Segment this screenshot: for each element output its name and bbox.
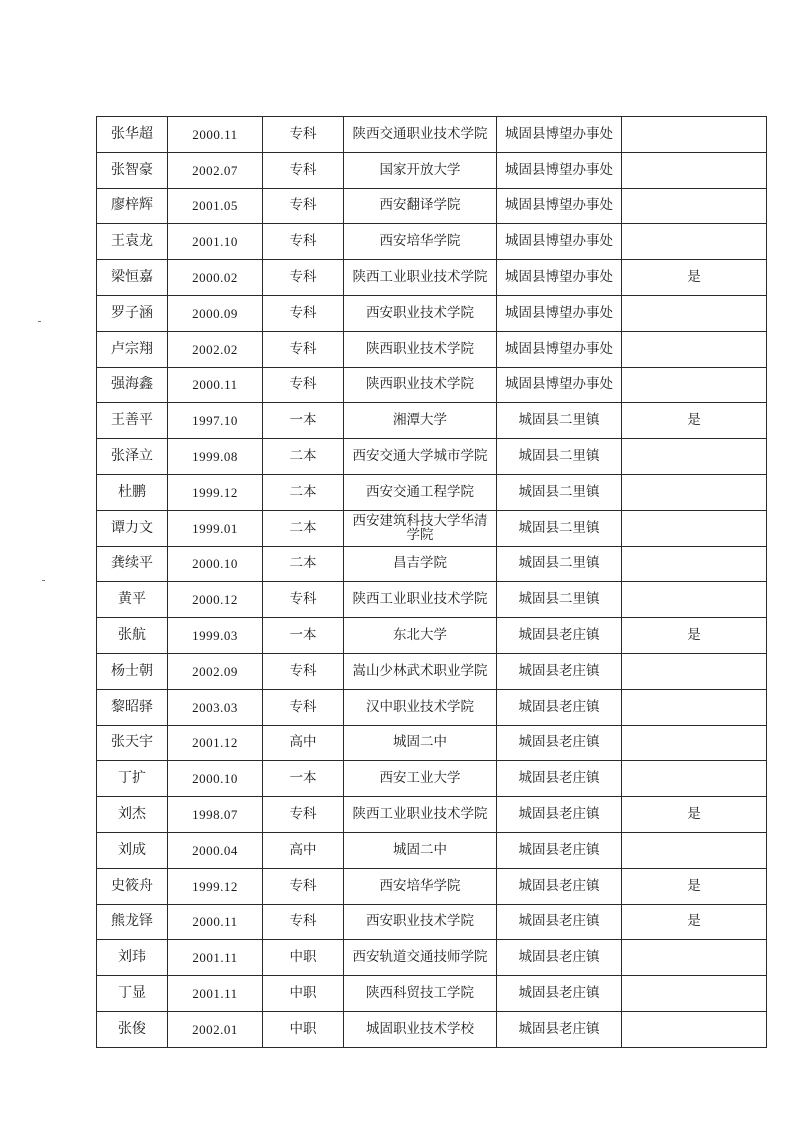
town-cell: 城固县二里镇 bbox=[497, 403, 622, 439]
name-cell: 梁恒嘉 bbox=[97, 260, 168, 296]
name-cell: 刘杰 bbox=[97, 797, 168, 833]
flag-cell bbox=[622, 761, 767, 797]
table-row bbox=[97, 797, 767, 833]
table-row bbox=[97, 188, 767, 224]
school-cell: 城固职业技术学校 bbox=[344, 1011, 497, 1047]
school-cell: 陕西工业职业技术学院 bbox=[344, 260, 497, 296]
education-level-cell: 专科 bbox=[263, 689, 344, 725]
table-row bbox=[97, 474, 767, 510]
education-level-cell: 专科 bbox=[263, 331, 344, 367]
table-row bbox=[97, 940, 767, 976]
name-cell: 罗子涵 bbox=[97, 295, 168, 331]
flag-cell: 是 bbox=[622, 797, 767, 833]
school-cell: 西安建筑科技大学华清学院 bbox=[344, 510, 497, 546]
school-cell: 西安翻译学院 bbox=[344, 188, 497, 224]
roster-table-body bbox=[97, 117, 767, 1048]
flag-cell: 是 bbox=[622, 403, 767, 439]
birth-date-cell: 2000.10 bbox=[168, 546, 263, 582]
birth-date-cell: 1999.08 bbox=[168, 439, 263, 475]
birth-date-cell: 2000.11 bbox=[168, 117, 263, 153]
school-cell: 西安工业大学 bbox=[344, 761, 497, 797]
school-cell: 西安培华学院 bbox=[344, 224, 497, 260]
flag-cell: 是 bbox=[622, 618, 767, 654]
table-row bbox=[97, 117, 767, 153]
flag-cell bbox=[622, 582, 767, 618]
name-cell: 张泽立 bbox=[97, 439, 168, 475]
education-level-cell: 中职 bbox=[263, 1011, 344, 1047]
flag-cell bbox=[622, 188, 767, 224]
school-cell: 嵩山少林武术职业学院 bbox=[344, 653, 497, 689]
table-row bbox=[97, 761, 767, 797]
town-cell: 城固县老庄镇 bbox=[497, 1011, 622, 1047]
birth-date-cell: 2000.11 bbox=[168, 367, 263, 403]
name-cell: 熊龙铎 bbox=[97, 904, 168, 940]
name-cell: 黄平 bbox=[97, 582, 168, 618]
school-cell: 湘潭大学 bbox=[344, 403, 497, 439]
town-cell: 城固县老庄镇 bbox=[497, 761, 622, 797]
flag-cell bbox=[622, 510, 767, 546]
name-cell: 刘成 bbox=[97, 832, 168, 868]
table-row bbox=[97, 1011, 767, 1047]
school-cell: 汉中职业技术学院 bbox=[344, 689, 497, 725]
town-cell: 城固县博望办事处 bbox=[497, 331, 622, 367]
town-cell: 城固县二里镇 bbox=[497, 439, 622, 475]
school-cell: 西安职业技术学院 bbox=[344, 295, 497, 331]
table-row bbox=[97, 832, 767, 868]
town-cell: 城固县老庄镇 bbox=[497, 976, 622, 1012]
name-cell: 张智豪 bbox=[97, 152, 168, 188]
table-row bbox=[97, 725, 767, 761]
flag-cell bbox=[622, 474, 767, 510]
education-level-cell: 专科 bbox=[263, 188, 344, 224]
education-level-cell: 专科 bbox=[263, 653, 344, 689]
school-cell: 城固二中 bbox=[344, 832, 497, 868]
birth-date-cell: 2001.11 bbox=[168, 976, 263, 1012]
town-cell: 城固县老庄镇 bbox=[497, 940, 622, 976]
school-cell: 陕西职业技术学院 bbox=[344, 367, 497, 403]
town-cell: 城固县二里镇 bbox=[497, 474, 622, 510]
school-cell: 东北大学 bbox=[344, 618, 497, 654]
flag-cell bbox=[622, 331, 767, 367]
flag-cell bbox=[622, 689, 767, 725]
table-row bbox=[97, 260, 767, 296]
school-cell: 昌吉学院 bbox=[344, 546, 497, 582]
table-row bbox=[97, 224, 767, 260]
education-level-cell: 二本 bbox=[263, 474, 344, 510]
birth-date-cell: 2002.07 bbox=[168, 152, 263, 188]
name-cell: 卢宗翔 bbox=[97, 331, 168, 367]
table-row bbox=[97, 439, 767, 475]
birth-date-cell: 1998.07 bbox=[168, 797, 263, 833]
education-level-cell: 专科 bbox=[263, 797, 344, 833]
table-row bbox=[97, 510, 767, 546]
flag-cell bbox=[622, 976, 767, 1012]
birth-date-cell: 2000.11 bbox=[168, 904, 263, 940]
flag-cell bbox=[622, 546, 767, 582]
table-row bbox=[97, 152, 767, 188]
name-cell: 杨士朝 bbox=[97, 653, 168, 689]
name-cell: 张华超 bbox=[97, 117, 168, 153]
education-level-cell: 二本 bbox=[263, 510, 344, 546]
birth-date-cell: 2000.12 bbox=[168, 582, 263, 618]
name-cell: 张天宇 bbox=[97, 725, 168, 761]
town-cell: 城固县博望办事处 bbox=[497, 117, 622, 153]
town-cell: 城固县博望办事处 bbox=[497, 295, 622, 331]
town-cell: 城固县二里镇 bbox=[497, 582, 622, 618]
school-cell: 西安培华学院 bbox=[344, 868, 497, 904]
name-cell: 谭力文 bbox=[97, 510, 168, 546]
table-row bbox=[97, 976, 767, 1012]
flag-cell bbox=[622, 725, 767, 761]
flag-cell bbox=[622, 367, 767, 403]
birth-date-cell: 2002.02 bbox=[168, 331, 263, 367]
name-cell: 杜鹏 bbox=[97, 474, 168, 510]
education-level-cell: 专科 bbox=[263, 260, 344, 296]
education-level-cell: 专科 bbox=[263, 117, 344, 153]
flag-cell: 是 bbox=[622, 904, 767, 940]
name-cell: 刘玮 bbox=[97, 940, 168, 976]
birth-date-cell: 2002.09 bbox=[168, 653, 263, 689]
flag-cell bbox=[622, 439, 767, 475]
town-cell: 城固县博望办事处 bbox=[497, 367, 622, 403]
education-level-cell: 专科 bbox=[263, 152, 344, 188]
scan-mark bbox=[42, 580, 45, 581]
birth-date-cell: 2000.04 bbox=[168, 832, 263, 868]
flag-cell: 是 bbox=[622, 868, 767, 904]
town-cell: 城固县老庄镇 bbox=[497, 904, 622, 940]
table-row bbox=[97, 618, 767, 654]
school-cell: 城固二中 bbox=[344, 725, 497, 761]
table-row bbox=[97, 904, 767, 940]
flag-cell bbox=[622, 224, 767, 260]
birth-date-cell: 1999.01 bbox=[168, 510, 263, 546]
roster-table bbox=[96, 116, 767, 1048]
table-row bbox=[97, 403, 767, 439]
education-level-cell: 高中 bbox=[263, 725, 344, 761]
school-cell: 陕西交通职业技术学院 bbox=[344, 117, 497, 153]
education-level-cell: 专科 bbox=[263, 868, 344, 904]
birth-date-cell: 2001.12 bbox=[168, 725, 263, 761]
town-cell: 城固县老庄镇 bbox=[497, 868, 622, 904]
town-cell: 城固县老庄镇 bbox=[497, 797, 622, 833]
flag-cell bbox=[622, 152, 767, 188]
school-cell: 陕西职业技术学院 bbox=[344, 331, 497, 367]
flag-cell bbox=[622, 117, 767, 153]
table-row bbox=[97, 331, 767, 367]
birth-date-cell: 2002.01 bbox=[168, 1011, 263, 1047]
education-level-cell: 一本 bbox=[263, 761, 344, 797]
birth-date-cell: 1997.10 bbox=[168, 403, 263, 439]
birth-date-cell: 1999.12 bbox=[168, 474, 263, 510]
education-level-cell: 二本 bbox=[263, 546, 344, 582]
town-cell: 城固县二里镇 bbox=[497, 546, 622, 582]
birth-date-cell: 2000.10 bbox=[168, 761, 263, 797]
school-cell: 陕西科贸技工学院 bbox=[344, 976, 497, 1012]
flag-cell bbox=[622, 295, 767, 331]
town-cell: 城固县博望办事处 bbox=[497, 188, 622, 224]
flag-cell bbox=[622, 653, 767, 689]
name-cell: 强海鑫 bbox=[97, 367, 168, 403]
name-cell: 史筱舟 bbox=[97, 868, 168, 904]
flag-cell bbox=[622, 940, 767, 976]
school-cell: 陕西工业职业技术学院 bbox=[344, 582, 497, 618]
education-level-cell: 专科 bbox=[263, 904, 344, 940]
name-cell: 王袁龙 bbox=[97, 224, 168, 260]
name-cell: 黎昭驿 bbox=[97, 689, 168, 725]
table-row bbox=[97, 582, 767, 618]
school-cell: 西安交通大学城市学院 bbox=[344, 439, 497, 475]
education-level-cell: 一本 bbox=[263, 618, 344, 654]
education-level-cell: 专科 bbox=[263, 367, 344, 403]
school-cell: 西安轨道交通技师学院 bbox=[344, 940, 497, 976]
town-cell: 城固县二里镇 bbox=[497, 510, 622, 546]
town-cell: 城固县老庄镇 bbox=[497, 618, 622, 654]
name-cell: 张航 bbox=[97, 618, 168, 654]
town-cell: 城固县博望办事处 bbox=[497, 224, 622, 260]
town-cell: 城固县老庄镇 bbox=[497, 653, 622, 689]
flag-cell bbox=[622, 1011, 767, 1047]
school-cell: 西安职业技术学院 bbox=[344, 904, 497, 940]
table-row bbox=[97, 653, 767, 689]
birth-date-cell: 2001.10 bbox=[168, 224, 263, 260]
education-level-cell: 一本 bbox=[263, 403, 344, 439]
town-cell: 城固县博望办事处 bbox=[497, 152, 622, 188]
school-cell: 西安交通工程学院 bbox=[344, 474, 497, 510]
education-level-cell: 二本 bbox=[263, 439, 344, 475]
town-cell: 城固县博望办事处 bbox=[497, 260, 622, 296]
education-level-cell: 专科 bbox=[263, 224, 344, 260]
table-row bbox=[97, 689, 767, 725]
school-cell: 国家开放大学 bbox=[344, 152, 497, 188]
flag-cell: 是 bbox=[622, 260, 767, 296]
birth-date-cell: 2001.05 bbox=[168, 188, 263, 224]
education-level-cell: 专科 bbox=[263, 582, 344, 618]
name-cell: 龚续平 bbox=[97, 546, 168, 582]
birth-date-cell: 2000.09 bbox=[168, 295, 263, 331]
school-cell: 陕西工业职业技术学院 bbox=[344, 797, 497, 833]
education-level-cell: 高中 bbox=[263, 832, 344, 868]
table-row bbox=[97, 295, 767, 331]
town-cell: 城固县老庄镇 bbox=[497, 689, 622, 725]
table-row bbox=[97, 868, 767, 904]
town-cell: 城固县老庄镇 bbox=[497, 725, 622, 761]
birth-date-cell: 1999.03 bbox=[168, 618, 263, 654]
name-cell: 丁显 bbox=[97, 976, 168, 1012]
table-row bbox=[97, 546, 767, 582]
education-level-cell: 专科 bbox=[263, 295, 344, 331]
birth-date-cell: 2000.02 bbox=[168, 260, 263, 296]
education-level-cell: 中职 bbox=[263, 940, 344, 976]
birth-date-cell: 2003.03 bbox=[168, 689, 263, 725]
table-row bbox=[97, 367, 767, 403]
birth-date-cell: 1999.12 bbox=[168, 868, 263, 904]
education-level-cell: 中职 bbox=[263, 976, 344, 1012]
birth-date-cell: 2001.11 bbox=[168, 940, 263, 976]
name-cell: 丁扩 bbox=[97, 761, 168, 797]
name-cell: 廖梓辉 bbox=[97, 188, 168, 224]
town-cell: 城固县老庄镇 bbox=[497, 832, 622, 868]
name-cell: 张俊 bbox=[97, 1011, 168, 1047]
name-cell: 王善平 bbox=[97, 403, 168, 439]
flag-cell bbox=[622, 832, 767, 868]
scan-mark bbox=[38, 321, 41, 322]
